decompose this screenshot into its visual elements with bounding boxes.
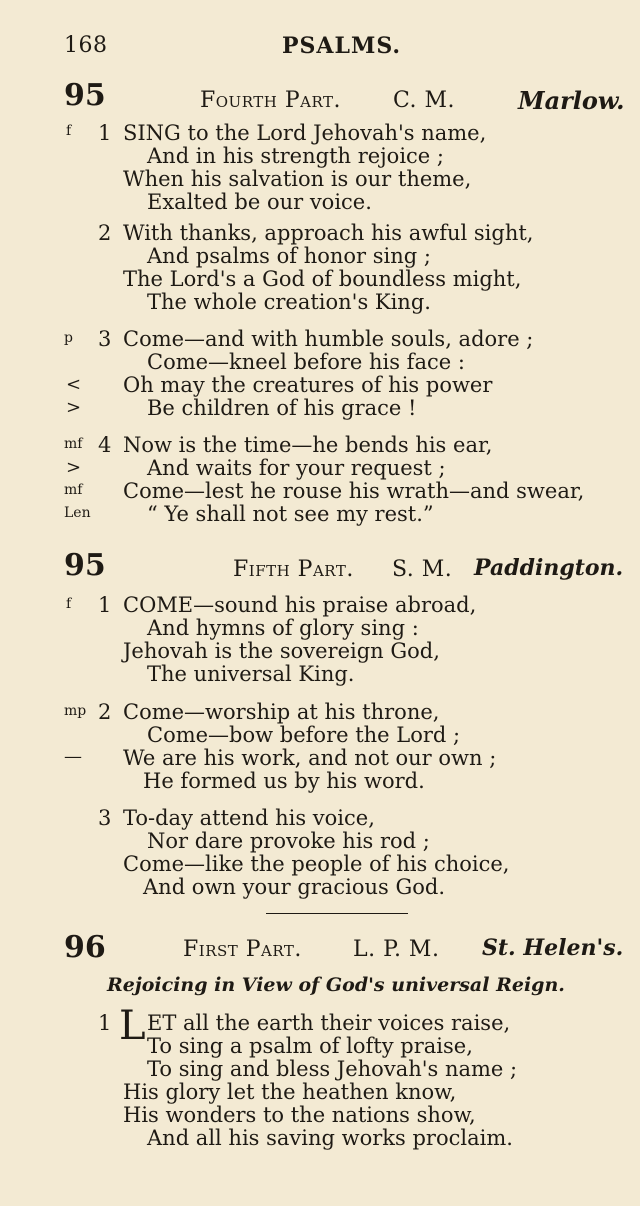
verse-number: 3 <box>98 806 112 830</box>
hymn-part: First Part. <box>183 937 302 962</box>
hymn-meter: S. M. <box>392 557 453 582</box>
verse-line: “ Ye shall not see my rest.” <box>147 502 434 526</box>
verse-line: Come—like the people of his choice, <box>123 852 510 876</box>
hymn-number: 95 <box>64 78 106 113</box>
tune-name: Paddington. <box>474 555 624 581</box>
verse-line: And in his strength rejoice ; <box>147 144 444 168</box>
verse-line: With thanks, approach his awful sight, <box>123 221 534 245</box>
hymn-number: 96 <box>64 930 106 965</box>
dynamic-mark: < <box>66 374 82 395</box>
verse-line: The Lord's a God of boundless might, <box>123 267 522 291</box>
verse-line: Come—bow before the Lord ; <box>147 723 461 747</box>
verse-line: He formed us by his word. <box>143 769 425 793</box>
verse-line: And waits for your request ; <box>147 456 446 480</box>
verse-line: Exalted be our voice. <box>147 190 372 214</box>
verse-line: Be children of his grace ! <box>147 396 417 420</box>
dynamic-mark: > <box>66 457 82 478</box>
hymn-meter: L. P. M. <box>353 937 440 962</box>
verse-line: The universal King. <box>147 662 355 686</box>
verse-number: 3 <box>98 327 112 351</box>
tune-name: St. Helen's. <box>482 935 624 961</box>
verse-line: To sing and bless Jehovah's name ; <box>147 1057 518 1081</box>
verse-line: His wonders to the nations show, <box>123 1103 476 1127</box>
verse-line: Now is the time—he bends his ear, <box>123 433 493 457</box>
verse-line: And hymns of glory sing : <box>147 616 419 640</box>
verse-line: COME—sound his praise abroad, <box>123 593 477 617</box>
section-divider <box>266 913 408 914</box>
verse-line: We are his work, and not our own ; <box>123 746 497 770</box>
hymn-subtitle: Rejoicing in View of God's universal Reign. <box>107 974 565 996</box>
verse-number: 2 <box>98 221 112 245</box>
hymn-number: 95 <box>64 548 106 583</box>
verse-line: When his salvation is our theme, <box>123 167 472 191</box>
verse-line: And psalms of honor sing ; <box>147 244 431 268</box>
running-title: PSALMS. <box>282 33 402 59</box>
verse-line: Come—worship at his throne, <box>123 700 440 724</box>
verse-number: 4 <box>98 433 112 457</box>
verse-line: Jehovah is the sovereign God, <box>123 639 440 663</box>
verse-line: To sing a psalm of lofty praise, <box>147 1034 473 1058</box>
dynamic-mark: Len <box>64 505 91 521</box>
verse-number: 2 <box>98 700 112 724</box>
verse-line: To-day attend his voice, <box>123 806 375 830</box>
verse-line: Come—kneel before his face : <box>147 350 465 374</box>
dynamic-mark: — <box>64 746 82 767</box>
hymn-part: Fourth Part. <box>200 88 341 113</box>
tune-name: Marlow. <box>518 86 625 115</box>
hymn-part: Fifth Part. <box>233 557 354 582</box>
verse-line: Come—lest he rouse his wrath—and swear, <box>123 479 585 503</box>
dynamic-mark: mf <box>64 482 83 498</box>
verse-number: 1 <box>98 121 112 145</box>
verse-line: Oh may the creatures of his power <box>123 373 493 397</box>
drop-cap: L <box>119 1003 146 1049</box>
verse-line: The whole creation's King. <box>147 290 431 314</box>
verse-line: Come—and with humble souls, adore ; <box>123 327 534 351</box>
verse-line: ET all the earth their voices raise, <box>147 1011 511 1035</box>
verse-line: And own your gracious God. <box>143 875 446 899</box>
verse-line: SING to the Lord Jehovah's name, <box>123 121 487 145</box>
dynamic-mark: f <box>66 123 72 139</box>
dynamic-mark: p <box>64 330 73 346</box>
verse-number: 1 <box>98 1011 112 1035</box>
verse-number: 1 <box>98 593 112 617</box>
verse-line: Nor dare provoke his rod ; <box>147 829 430 853</box>
dynamic-mark: mf <box>64 436 83 452</box>
hymn-meter: C. M. <box>393 88 456 113</box>
page-number: 168 <box>64 33 108 58</box>
dynamic-mark: mp <box>64 703 87 719</box>
verse-line: His glory let the heathen know, <box>123 1080 457 1104</box>
dynamic-mark: f <box>66 596 72 612</box>
dynamic-mark: > <box>66 397 82 418</box>
verse-line: And all his saving works proclaim. <box>147 1126 513 1150</box>
